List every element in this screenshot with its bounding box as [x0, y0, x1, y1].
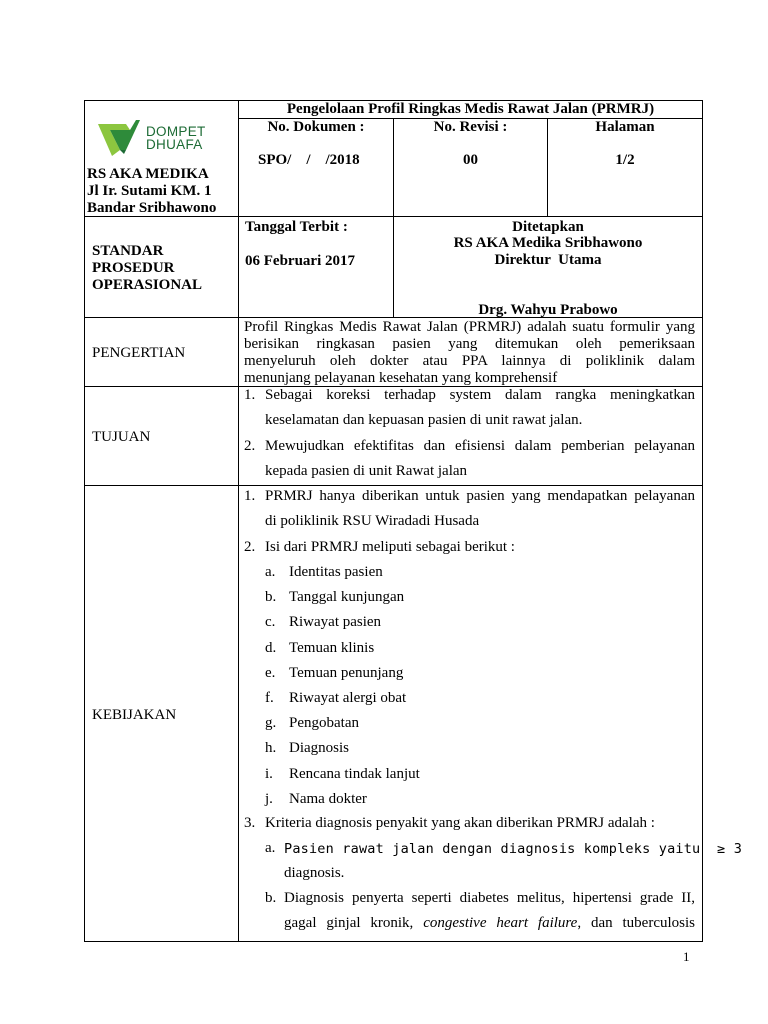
sublist-letter: g.: [265, 715, 277, 731]
dompet-dhuafa-logo: [96, 116, 226, 160]
sublist-letter: c.: [265, 614, 276, 630]
approved-role: Direktur Utama: [494, 252, 602, 268]
kebijakan-label: KEBIJAKAN: [92, 707, 177, 723]
logo-text-1: DOMPET: [146, 124, 206, 139]
kriteria-b-italic: congestive heart failure: [423, 915, 578, 931]
sublist-letter: e.: [265, 665, 276, 681]
kebijakan-item-3: Kriteria diagnosis penyakit yang akan diberikan PRMRJ adalah :: [265, 815, 655, 831]
kebijakan-item-1-line-1: PRMRJ hanya diberikan untuk pasien yang mendapatkan pelayanan: [265, 488, 695, 504]
sop-line-1: STANDAR: [92, 243, 164, 259]
hospital-name: RS AKA MEDIKA: [87, 166, 209, 182]
sublist-item: Nama dokter: [289, 791, 367, 807]
sop-line-3: OPERASIONAL: [92, 277, 203, 293]
kriteria-b-post: , dan tuberculosis: [577, 915, 695, 931]
logo-text-2: DHUAFA: [146, 137, 203, 152]
pengertian-line-3: menyeluruh oleh dokter atau PPA lainnya di poliklinik dalam: [244, 353, 695, 369]
kriteria-a-letter: a.: [265, 840, 276, 856]
sublist-letter: i.: [265, 766, 273, 782]
tujuan-item-1-line-1: Sebagai koreksi terhadap system dalam rangka meningkatkan: [265, 387, 695, 403]
tujuan-item-2-line-2: kepada pasien di unit Rawat jalan: [265, 463, 468, 479]
kriteria-b-pre: gagal ginjal kronik,: [284, 915, 424, 931]
kriteria-b-letter: b.: [265, 890, 277, 906]
sublist-letter: b.: [265, 589, 277, 605]
doc-number-label: No. Dokumen :: [267, 119, 365, 135]
approved-name: Drg. Wahyu Prabowo: [478, 302, 618, 318]
pengertian-line-4: menunjang pelayanan kesehatan yang komprehensif: [244, 370, 558, 386]
sublist-item: Diagnosis: [289, 740, 349, 756]
tujuan-item-2-line-1: Mewujudkan efektifitas dan efisiensi dalam pemberian pelayanan: [265, 438, 695, 454]
hospital-address-2: Bandar Sribhawono: [87, 200, 217, 216]
page-value: 1/2: [615, 152, 635, 168]
kriteria-a-line-1: Pasien rawat jalan dengan diagnosis kompleks yaitu ≥ 3: [284, 841, 743, 857]
doc-number-value: SPO/ / /2018: [258, 152, 360, 168]
revision-label: No. Revisi :: [433, 119, 508, 135]
hospital-address-1: Jl Ir. Sutami KM. 1: [87, 183, 212, 199]
pengertian-line-2: berisikan ringkasan pasien yang ditemukan oleh pemeriksaan: [244, 336, 695, 352]
approved-org: RS AKA Medika Sribhawono: [453, 235, 643, 251]
approved-label: Ditetapkan: [512, 219, 584, 235]
kebijakan-item-1-line-2: di poliklinik RSU Wiradadi Husada: [265, 513, 480, 529]
page-label: Halaman: [595, 119, 655, 135]
sublist-item: Pengobatan: [289, 715, 359, 731]
sop-line-2: PROSEDUR: [92, 260, 175, 276]
kebijakan-num-2: 2.: [244, 539, 256, 555]
sublist-item: Temuan penunjang: [289, 665, 404, 681]
sublist-item: Tanggal kunjungan: [289, 589, 405, 605]
sublist-letter: h.: [265, 740, 277, 756]
kebijakan-num-1: 1.: [244, 488, 256, 504]
sublist-item: Temuan klinis: [289, 640, 375, 656]
kriteria-b-line-2: [284, 915, 695, 932]
pengertian-line-1: Profil Ringkas Medis Rawat Jalan (PRMRJ) adalah suatu formulir yang: [244, 319, 695, 335]
sublist-item: Riwayat alergi obat: [289, 690, 407, 706]
kebijakan-num-3: 3.: [244, 815, 256, 831]
sublist-item: Rencana tindak lanjut: [289, 766, 420, 782]
kriteria-b-line-1: Diagnosis penyerta seperti diabetes melitus, hipertensi grade II,: [284, 890, 695, 906]
pengertian-label: PENGERTIAN: [92, 345, 186, 361]
document-title: Pengelolaan Profil Ringkas Medis Rawat Jalan (PRMRJ): [286, 101, 655, 117]
tujuan-item-1-line-2: keselamatan dan kepuasan pasien di unit rawat jalan.: [265, 412, 583, 428]
tujuan-label: TUJUAN: [92, 429, 151, 445]
sublist-letter: a.: [265, 564, 276, 580]
issue-date-label: Tanggal Terbit :: [245, 219, 348, 235]
sublist-item: Riwayat pasien: [289, 614, 382, 630]
sublist-letter: f.: [265, 690, 274, 706]
tujuan-num-1: 1.: [244, 387, 256, 403]
kriteria-a-line-2: diagnosis.: [284, 865, 345, 881]
sublist-letter: d.: [265, 640, 277, 656]
issue-date-value: 06 Februari 2017: [245, 253, 355, 269]
kebijakan-item-2: Isi dari PRMRJ meliputi sebagai berikut :: [265, 539, 515, 555]
footer-page-number: 1: [683, 949, 690, 964]
tujuan-num-2: 2.: [244, 438, 256, 454]
sublist-letter: j.: [265, 791, 273, 807]
revision-value: 00: [463, 152, 478, 168]
sublist-item: Identitas pasien: [289, 564, 383, 580]
